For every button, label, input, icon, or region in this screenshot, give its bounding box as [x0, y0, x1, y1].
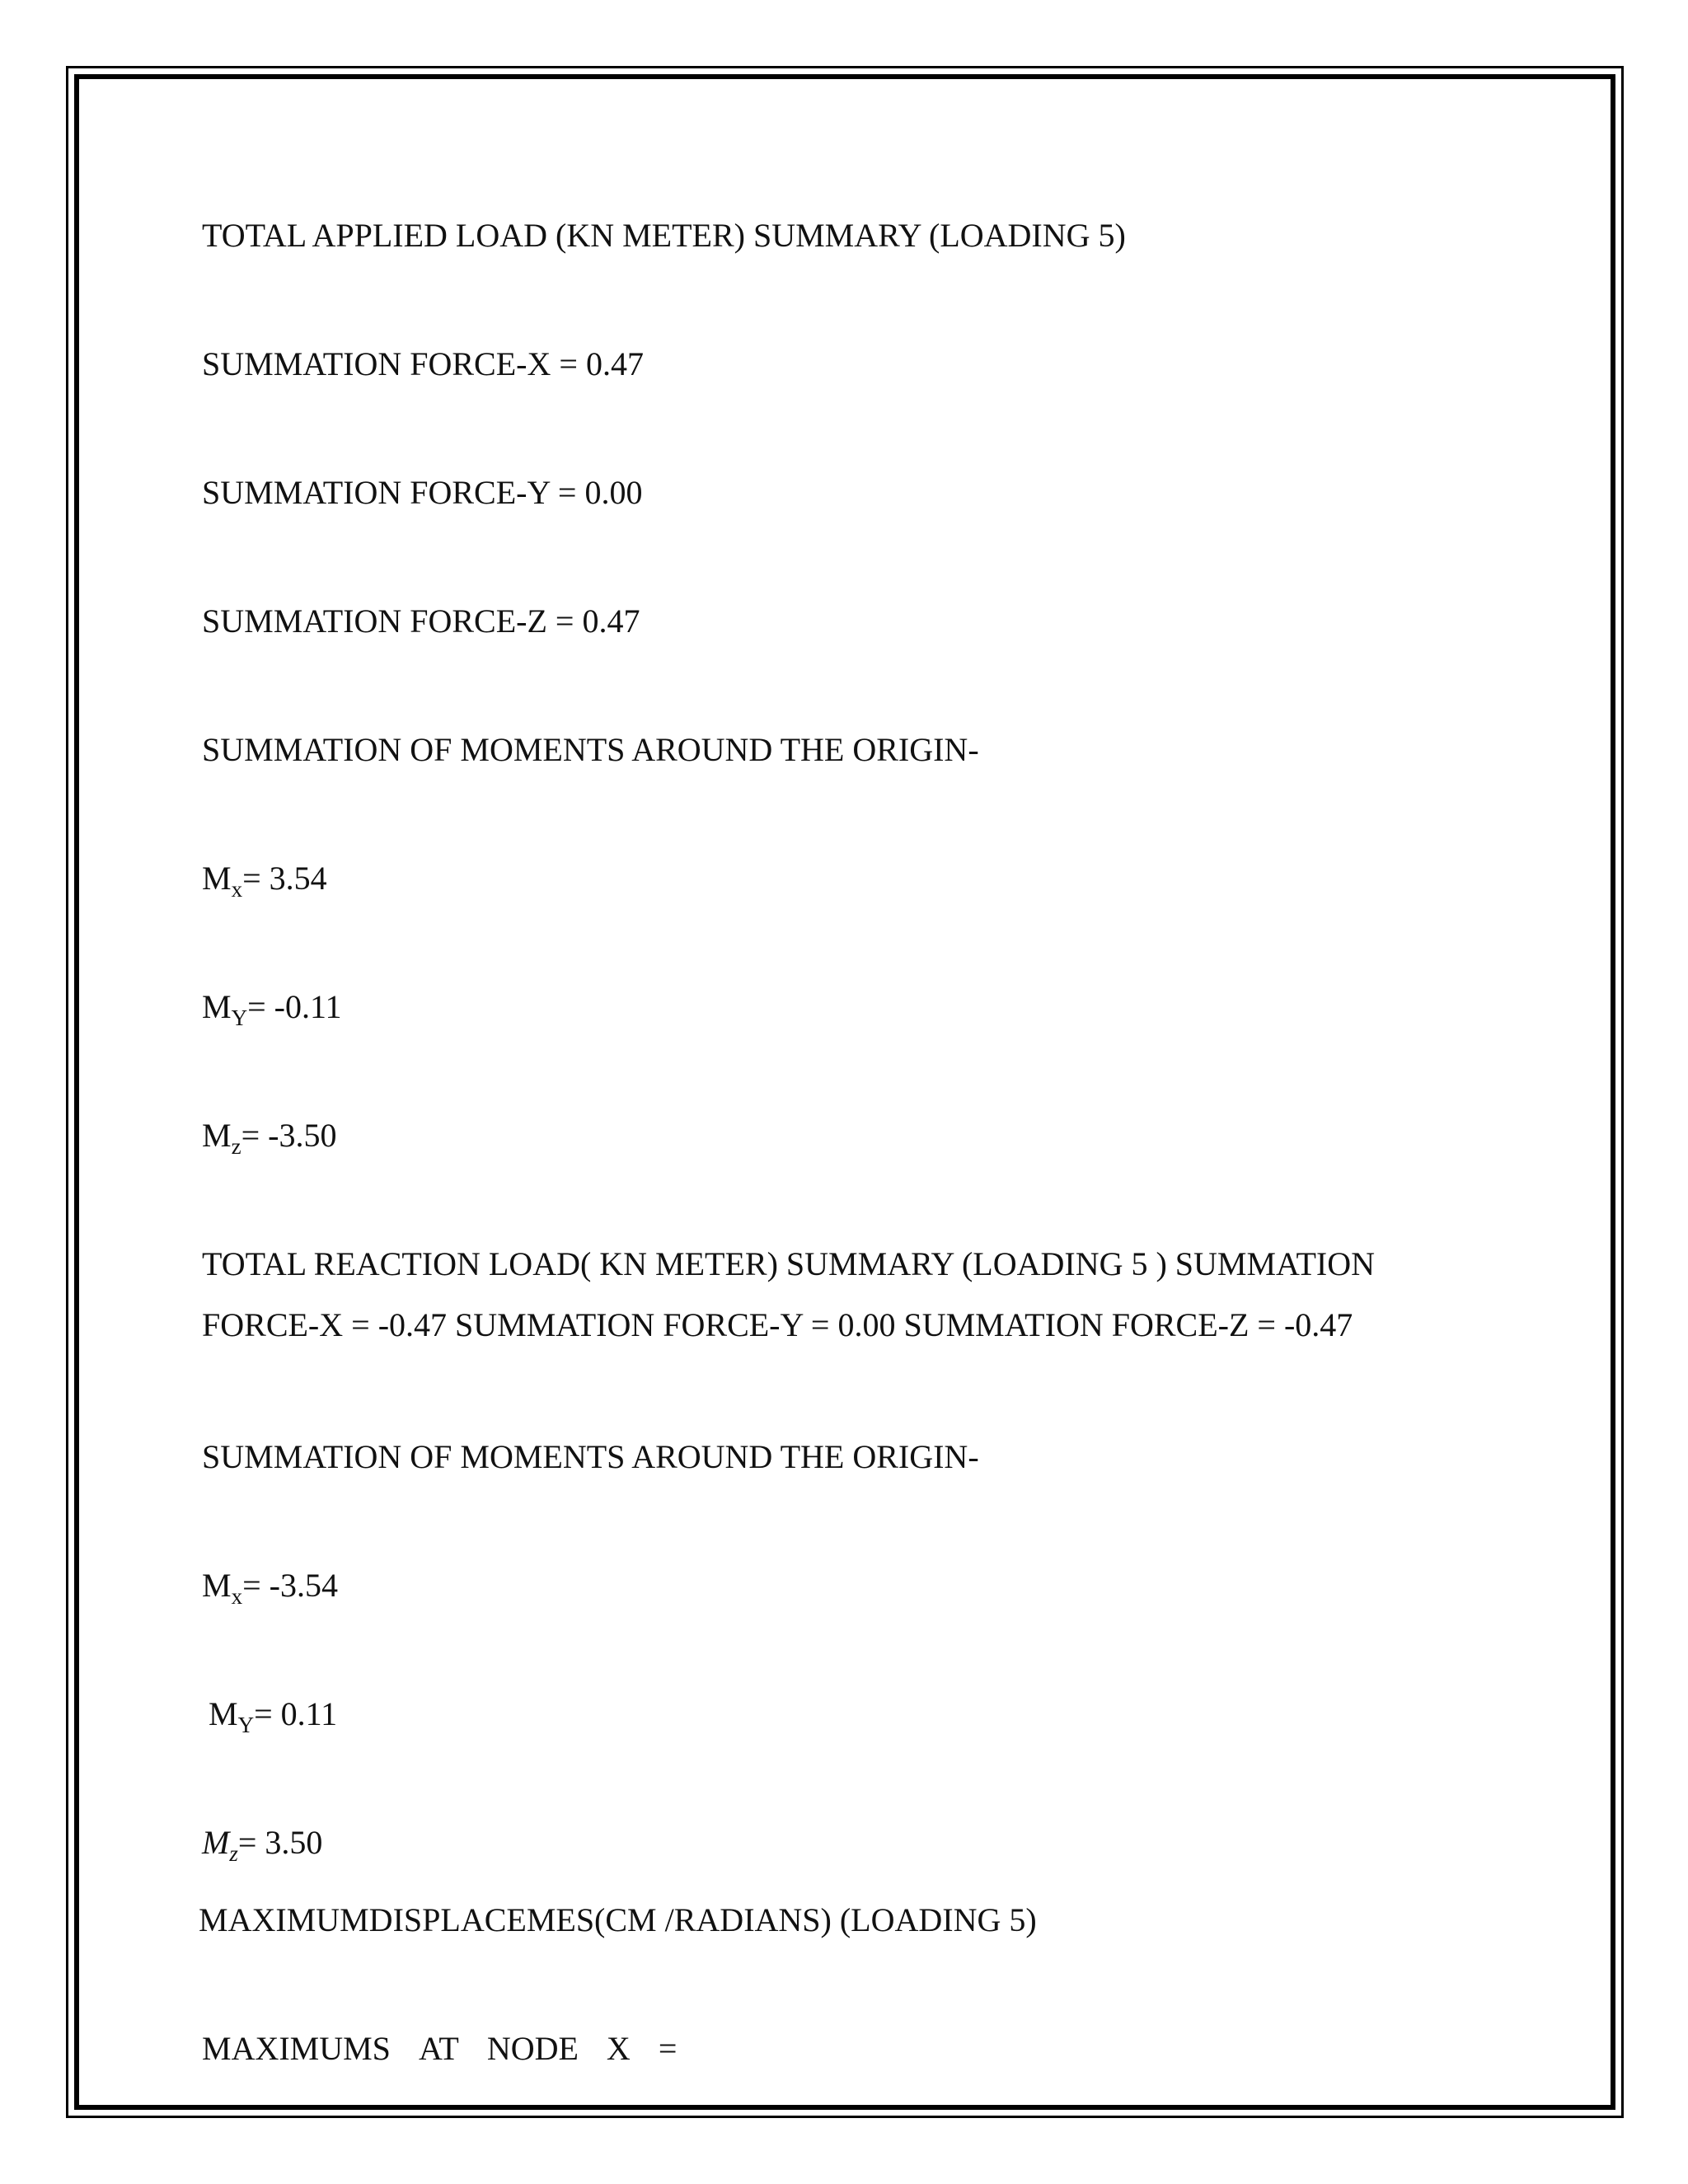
moment-subscript: z: [229, 1841, 238, 1866]
moment-value: = 0.11: [254, 1695, 338, 1732]
maximums-at-node-line: [202, 2029, 677, 2069]
moment-symbol: M: [202, 1567, 232, 1604]
moment-subscript: x: [231, 877, 243, 902]
applied-load-title: TOTAL APPLIED LOAD (KN METER) SUMMARY (LOADING 5): [202, 217, 1126, 254]
axis-letter: X: [606, 2030, 631, 2067]
applied-moment-y: [202, 987, 342, 1030]
moment-value: = -3.54: [242, 1567, 338, 1604]
moment-symbol: M: [202, 1117, 232, 1154]
at-word: AT: [418, 2030, 459, 2067]
moment-value: = 3.50: [237, 1824, 323, 1861]
moment-subscript: Y: [237, 1713, 255, 1737]
applied-force-x: SUMMATION FORCE-X = 0.47: [202, 345, 644, 382]
node-word: NODE: [486, 2030, 579, 2067]
moment-value: = -3.50: [241, 1117, 337, 1154]
moment-subscript: z: [231, 1134, 241, 1159]
reaction-load-line-2: FORCE-X = -0.47 SUMMATION FORCE-Y = 0.00 SUMMATION FORCE-Z = -0.47: [202, 1306, 1353, 1343]
moment-value: = 3.54: [242, 860, 327, 897]
moment-symbol: M: [202, 988, 232, 1025]
reaction-moments-heading: SUMMATION OF MOMENTS AROUND THE ORIGIN-: [202, 1438, 979, 1475]
applied-force-y: SUMMATION FORCE-Y = 0.00: [202, 474, 643, 511]
moment-value: = -0.11: [247, 988, 342, 1025]
equals-sign: =: [658, 2030, 678, 2067]
reaction-load-line-1: TOTAL REACTION LOAD( KN METER) SUMMARY (LOADING 5 ) SUMMATION: [202, 1245, 1376, 1282]
applied-force-z: SUMMATION FORCE-Z = 0.47: [202, 602, 640, 640]
moment-subscript: x: [231, 1584, 243, 1609]
moment-symbol: M: [202, 1824, 230, 1861]
moment-subscript: Y: [231, 1005, 248, 1030]
applied-moment-z: [202, 1116, 337, 1159]
applied-moment-x: [202, 859, 327, 902]
max-displacement-title: MAXIMUMDISPLACEMES(CM /RADIANS) (LOADING 5): [199, 1901, 1037, 1938]
applied-moments-heading: SUMMATION OF MOMENTS AROUND THE ORIGIN-: [202, 731, 979, 768]
reaction-moment-y: [209, 1694, 338, 1737]
maximums-word: MAXIMUMS: [202, 2030, 391, 2067]
reaction-moment-x: [202, 1566, 338, 1609]
moment-symbol: M: [202, 860, 232, 897]
reaction-moment-z: [202, 1823, 323, 1866]
moment-symbol: M: [209, 1695, 238, 1732]
